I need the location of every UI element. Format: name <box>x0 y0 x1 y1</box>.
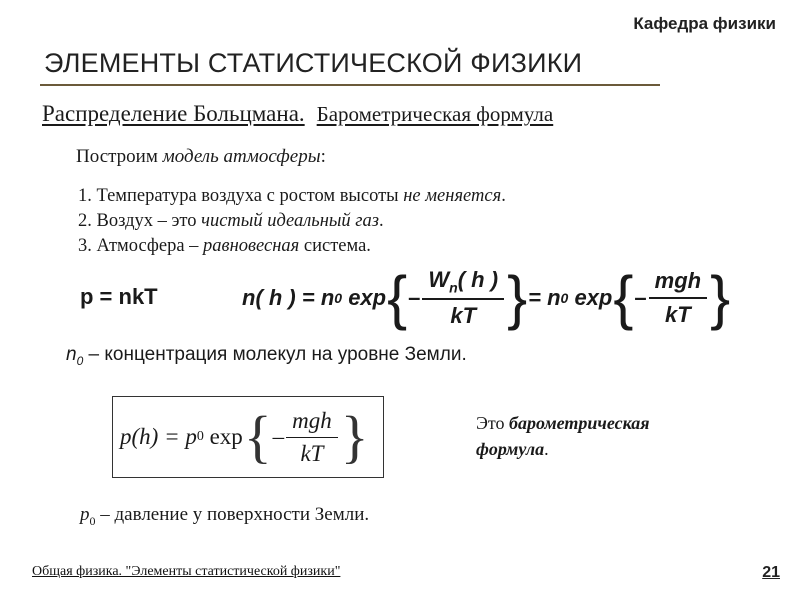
state-equation: p = nkT <box>80 284 158 309</box>
fraction-denominator: kT <box>665 302 691 327</box>
baro-fraction <box>286 408 338 467</box>
potential-energy-arg: ( h ) <box>457 266 499 292</box>
n0-symbol: n <box>66 344 77 365</box>
assumption-emphasis: равновесная <box>203 236 300 256</box>
note-emph2: формула <box>476 439 545 459</box>
assumption-emphasis: не меняется <box>403 186 502 206</box>
note-emph1: барометрическая <box>509 413 650 433</box>
boltz-eq-n0: = n <box>528 285 561 310</box>
baro-lhs: p(h) = p <box>120 424 197 449</box>
p0-definition <box>80 504 369 529</box>
assumption-2 <box>78 211 384 232</box>
assumption-text: Воздух – это <box>96 211 197 231</box>
intro-model: модель атмосферы <box>162 146 321 167</box>
fraction-numerator <box>422 267 504 298</box>
baro-exp: exp <box>209 424 243 449</box>
n0-sub: 0 <box>76 353 84 368</box>
potential-energy-sub: n <box>449 279 458 296</box>
n0-text: – концентрация молекул на уровне Земли. <box>88 344 467 365</box>
subtitle-barometric: Барометрическая формула <box>316 102 554 126</box>
slide-subtitle <box>42 101 553 127</box>
subtitle-boltzmann: Распределение Больцмана. <box>42 101 305 126</box>
assumption-number: 1. <box>78 186 92 206</box>
note-tail: . <box>544 439 549 459</box>
formula-note <box>476 410 650 462</box>
assumption-tail: . <box>379 211 384 231</box>
p0-sub: 0 <box>89 513 96 528</box>
page-number: 21 <box>762 564 780 581</box>
boltzmann-formula <box>242 262 731 334</box>
note-pre: Это <box>476 413 505 433</box>
n0-definition <box>66 344 467 368</box>
assumption-1 <box>78 186 506 207</box>
boltz-minus: – <box>408 285 421 310</box>
intro-line <box>76 146 326 168</box>
boltz-sub0: 0 <box>334 290 343 306</box>
fraction-numerator: mgh <box>292 407 332 433</box>
barometric-formula <box>120 402 370 472</box>
baro-minus: – <box>272 424 285 449</box>
mgh-fraction <box>649 268 707 328</box>
boltz-exp: exp <box>348 285 387 310</box>
assumption-emphasis: чистый идеальный газ <box>201 211 379 231</box>
assumption-tail: система. <box>303 236 371 256</box>
assumption-number: 3. <box>78 236 92 256</box>
fraction-denominator: kT <box>450 303 477 329</box>
boltz-minus-2: – <box>634 285 647 310</box>
assumption-number: 2. <box>78 211 92 231</box>
left-brace-glyph: { <box>243 404 272 469</box>
potential-energy-symbol: W <box>428 266 450 292</box>
assumption-3 <box>78 236 371 257</box>
boltz-exp-2: exp <box>574 285 613 310</box>
p0-symbol: p <box>80 504 90 525</box>
assumption-text: Температура воздуха с ростом высоты <box>96 186 399 206</box>
left-brace-glyph: { <box>613 264 634 331</box>
assumption-tail: . <box>501 186 506 206</box>
fraction-numerator: mgh <box>654 268 702 293</box>
intro-colon: : <box>320 146 326 167</box>
boltz-lhs: n( h ) = n <box>242 285 335 310</box>
baro-sub0: 0 <box>196 429 204 444</box>
assumption-text: Атмосфера – <box>96 236 199 256</box>
right-brace-glyph: } <box>507 264 528 331</box>
right-brace-glyph: } <box>710 264 731 331</box>
p0-text: – давление у поверхности Земли. <box>100 504 370 525</box>
footer-course-link[interactable]: Общая физика. "Элементы статистической физики" <box>32 564 341 579</box>
title-divider <box>40 84 660 86</box>
right-brace-glyph: } <box>340 404 369 469</box>
fraction-denominator: kT <box>300 440 324 466</box>
energy-fraction <box>422 267 504 329</box>
boltz-sub0-2: 0 <box>560 290 569 306</box>
slide-title: ЭЛЕМЕНТЫ СТАТИСТИЧЕСКОЙ ФИЗИКИ <box>44 48 583 78</box>
left-brace-glyph: { <box>387 264 408 331</box>
intro-lead: Построим <box>76 146 158 167</box>
department-label: Кафедра физики <box>633 14 776 33</box>
